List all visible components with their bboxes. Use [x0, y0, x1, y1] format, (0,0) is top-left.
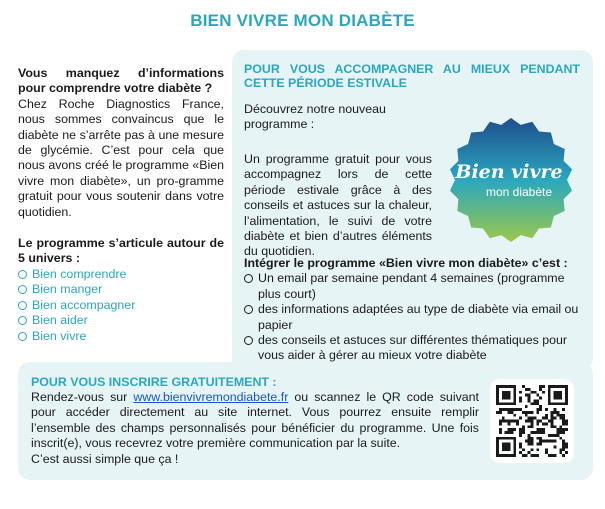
circle-bullet-icon	[18, 332, 27, 341]
badge-line1: Bien vivre	[455, 161, 563, 183]
univers-list	[18, 267, 224, 344]
circle-bullet-icon	[244, 274, 253, 283]
left-column	[18, 66, 224, 344]
circle-bullet-icon	[18, 301, 27, 310]
signup-heading: POUR VOUS INSCRIRE GRATUITEMENT :	[31, 375, 277, 389]
circle-bullet-icon	[18, 270, 27, 279]
summer-intro: Découvrez notre nouveau programme :	[244, 102, 386, 132]
qr-code-icon[interactable]	[490, 379, 574, 463]
summer-paragraph: Un programme gratuit pour vous accompagnez lors de cette période estivale grâce à des conseils et astuces sur la chaleur, l’alimentation, le suivi de votre diabète et bien d’autres éléments du quotidien.	[244, 152, 432, 259]
badge-line2: mon diabète	[485, 185, 553, 199]
circle-bullet-icon	[244, 336, 253, 345]
intro-question: Vous manquez d’informations pour comprendre votre diabète ?	[18, 66, 224, 96]
circle-bullet-icon	[18, 285, 27, 294]
univers-item: Bien comprendre	[18, 267, 224, 282]
intro-paragraph: Chez Roche Diagnostics France, nous sommes convaincus que le diabète ne s’arrête pas à une mesure de glycémie. C’est pour cela que nous avons créé le programme «Bien vivre mon diabète», un pro-gramme gratuit pour vous soutenir dans votre quotidien.	[18, 96, 224, 219]
integrate-section	[244, 256, 584, 364]
page-title: BIEN VIVRE MON DIABÈTE	[190, 11, 415, 30]
integrate-heading: Intégrer le programme «Bien vivre mon diabète» c’est :	[244, 256, 568, 270]
summer-heading: POUR VOUS ACCOMPAGNER AU MIEUX PENDANT CETTE PÉRIODE ESTIVALE	[244, 62, 580, 90]
integrate-item: des conseils et astuces sur différentes thématiques pour vous aider à gérer au mieux votre diabète	[244, 333, 584, 364]
circle-bullet-icon	[18, 316, 27, 325]
signup-panel	[18, 362, 593, 480]
signup-text: Rendez-vous sur www.bienvivremondiabete.fr ou scannez le QR code suivant pour accéder directement au site internet. Vous pourrez ensuite remplir l’ensemble des champs personnalisés pour bénéficier du programme. Une fois inscrit(e), vous recevrez votre première communication par la suite. C’est aussi simple que ça !	[31, 390, 479, 466]
circle-bullet-icon	[244, 305, 253, 314]
univers-item: Bien aider	[18, 313, 224, 328]
univers-item: Bien manger	[18, 282, 224, 297]
univers-item: Bien accompagner	[18, 298, 224, 313]
website-link[interactable]: www.bienvivremondiabete.fr	[133, 390, 289, 404]
integrate-item: Un email par semaine pendant 4 semaines (programme plus court)	[244, 271, 584, 302]
integrate-item: des informations adaptées au type de diabète via email ou papier	[244, 302, 584, 333]
signup-closing: C’est aussi simple que ça !	[31, 451, 179, 466]
summer-program-panel	[232, 50, 593, 370]
univers-item: Bien vivre	[18, 329, 224, 344]
univers-heading: Le programme s’articule autour de 5 univers :	[18, 236, 224, 266]
integrate-list	[244, 271, 584, 363]
bien-vivre-badge-icon	[447, 116, 575, 244]
